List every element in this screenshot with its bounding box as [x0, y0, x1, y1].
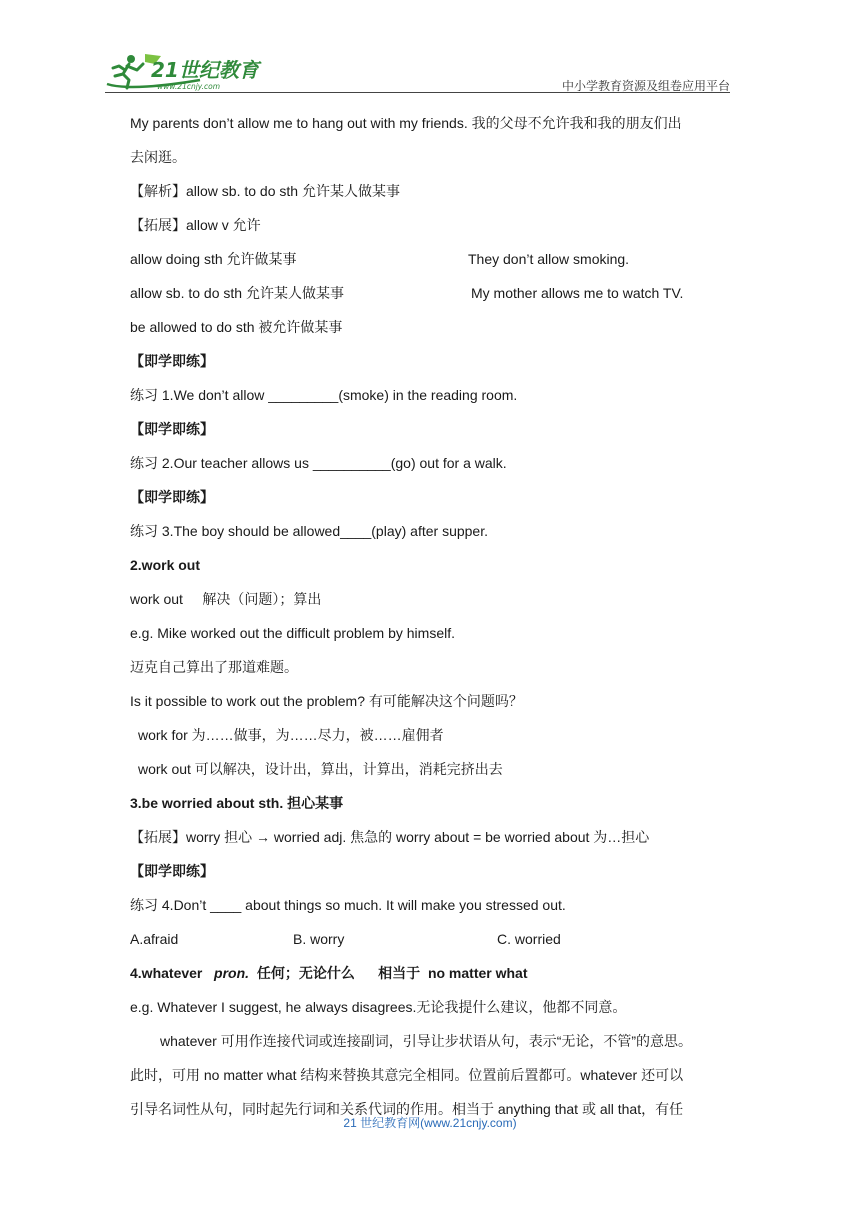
analysis-line: 【解析】allow sb. to do sth 允许某人做某事	[130, 183, 400, 199]
practice-heading: 【即学即练】	[130, 489, 214, 505]
heading-meaning: 任何；无论什么 相当于 no matter what	[249, 965, 528, 981]
section-heading: 2.work out	[130, 557, 201, 573]
logo-url-text: www.21cnjy.com	[157, 82, 221, 91]
example-line: e.g. Mike worked out the difficult problem by himself.	[130, 625, 456, 641]
exercise-line: 练习 1.We don’t allow _________(smoke) in the reading room.	[130, 387, 518, 403]
paragraph-line: 引导名词性从句，同时起先行词和关系代词的作用。相当于 anything that 或 all that，有任	[130, 1101, 684, 1117]
runner-logo-icon	[105, 50, 285, 92]
practice-heading: 【即学即练】	[130, 421, 214, 437]
paragraph-line: 此时，可用 no matter what 结构来替换其意完全相同。位置前后置都可。whatever 还可以	[130, 1067, 684, 1083]
text-line: be allowed to do sth 被允许做某事	[130, 319, 343, 335]
text-line	[130, 276, 735, 310]
practice-heading: 【即学即练】	[130, 353, 214, 369]
text-line: 去闲逛。	[130, 149, 186, 165]
header-divider	[105, 92, 730, 93]
exercise-line: 练习 4.Don’t ____ about things so much. It will make you stressed out.	[130, 897, 566, 913]
exercise-line: 练习 2.Our teacher allows us __________(go) out for a walk.	[130, 455, 507, 471]
section-heading: 3.be worried about sth. 担心某事	[130, 795, 344, 811]
text-line: My parents don’t allow me to hang out with my friends. 我的父母不允许我和我的朋友们出	[130, 115, 682, 131]
options-line	[130, 922, 735, 956]
text-line: work out 解决（问题）；算出	[130, 591, 322, 607]
option-b: B. worry	[293, 931, 345, 947]
document-body	[130, 106, 735, 1126]
example-line: Is it possible to work out the problem? 有可能解决这个问题吗？	[130, 693, 523, 709]
logo-brand-text: 21世纪教育	[151, 58, 259, 82]
example: My mother allows me to watch TV.	[471, 285, 684, 301]
practice-heading: 【即学即练】	[130, 863, 214, 879]
paragraph-line: whatever 可用作连接代词或连接副词，引导让步状语从句，表示“无论，不管”的意思。	[160, 1033, 693, 1049]
platform-name: 中小学教育资源及组卷应用平台	[561, 79, 730, 93]
heading-word: 4.whatever	[130, 965, 215, 981]
example-line: e.g. Whatever I suggest, he always disagrees.无论我提什么建议，他都不同意。	[130, 999, 627, 1015]
example: They don’t allow smoking.	[468, 251, 630, 267]
extension-line: 【拓展】worry 担心 → worried adj. 焦急的 worry about = be worried about 为…担心	[130, 829, 650, 845]
option-c: C. worried	[497, 931, 561, 947]
exercise-line: 练习 3.The boy should be allowed____(play) after supper.	[130, 523, 488, 539]
option-a: A.afraid	[130, 931, 179, 947]
extension-line: 【拓展】allow v 允许	[130, 217, 261, 233]
phrase: allow doing sth 允许做某事	[130, 251, 297, 267]
page-header	[105, 50, 730, 94]
text-line	[130, 242, 735, 276]
phrase: allow sb. to do sth 允许某人做某事	[130, 285, 344, 301]
site-logo	[105, 50, 285, 92]
text-line: work for 为……做事，为……尽力，被……雇佣者	[138, 727, 444, 743]
part-of-speech: pron.	[214, 965, 250, 981]
page-footer: 21 世纪教育网(www.21cnjy.com)	[343, 1116, 517, 1130]
text-line: work out 可以解决，设计出，算出，计算出，消耗完挤出去	[138, 761, 503, 777]
section-heading	[130, 956, 735, 990]
translation-line: 迈克自己算出了那道难题。	[130, 659, 298, 675]
